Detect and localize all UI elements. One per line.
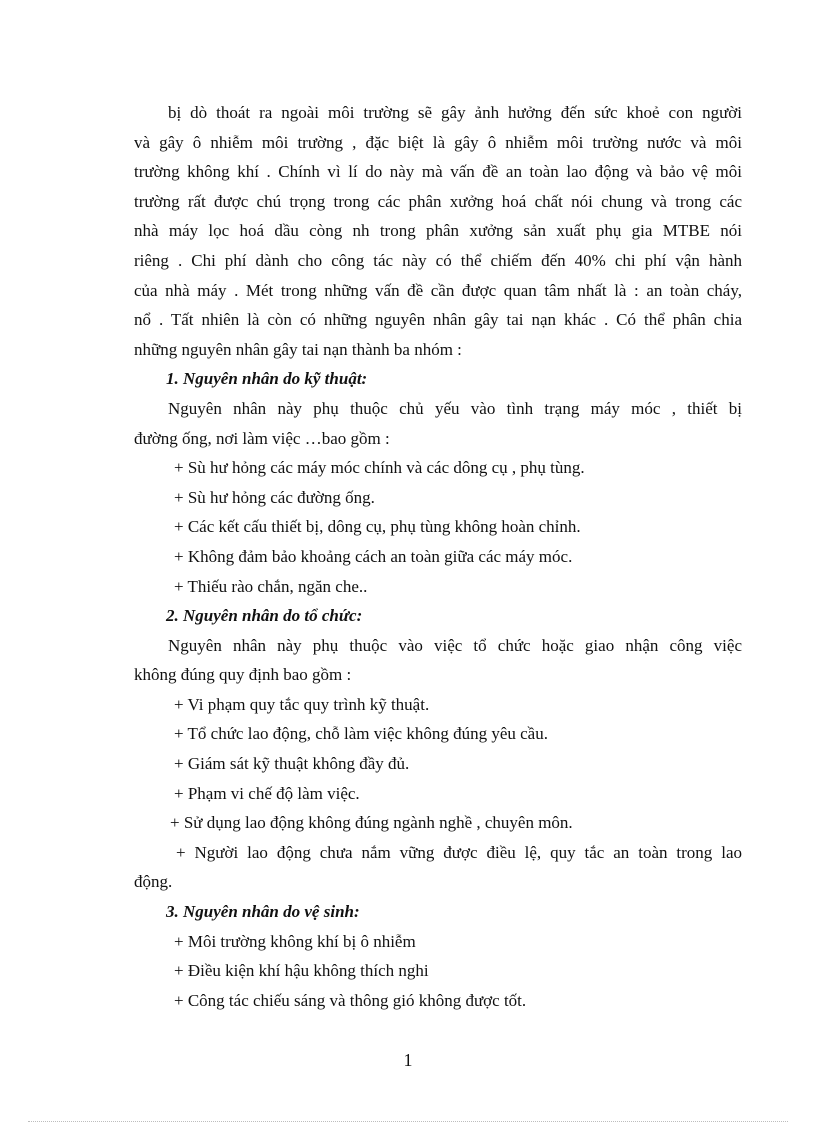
list-item: + Công tác chiếu sáng và thông gió không được tốt. — [174, 990, 527, 1010]
list-item: + Vi phạm quy tắc quy trình kỹ thuật. — [174, 694, 430, 714]
bullet-list — [134, 690, 742, 897]
list-item: + Điều kiện khí hậu không thích nghi — [174, 961, 429, 981]
text-line: trường không khí . Chính vì lí do này mà vấn đề an toàn lao động và bảo vệ môi — [134, 162, 742, 182]
text-line: đường ống, nơi làm việc …bao gồm : — [134, 428, 390, 448]
text-line: riêng . Chi phí dành cho công tác này có thể chiếm đến 40% chi phí vận hành — [134, 250, 742, 270]
list-item: + Phạm vi chế độ làm việc. — [174, 783, 360, 803]
text-line: không đúng quy định bao gồm : — [134, 665, 352, 685]
page-number: 1 — [403, 1050, 413, 1070]
section-paragraph — [134, 394, 742, 453]
text-line: trường rất được chú trọng trong các phân xưởng hoá chất nói chung và trong các — [134, 191, 742, 211]
page-content — [134, 98, 742, 1015]
list-item: + Tổ chức lao động, chỗ làm việc không đúng yêu cầu. — [174, 724, 548, 744]
list-item: + Sử dụng lao động không đúng ngành nghề , chuyên môn. — [170, 813, 573, 833]
list-item: + Thiếu rào chắn, ngăn che.. — [174, 576, 368, 596]
section-heading: 1. Nguyên nhân do kỹ thuật: — [166, 369, 368, 389]
list-item: + Không đảm bảo khoảng cách an toàn giữa các máy móc. — [174, 546, 573, 566]
list-item: + Người lao động chưa nắm vững được điều lệ, quy tắc an toàn trong lao — [176, 842, 742, 862]
text-line: bị dò thoát ra ngoài môi trường sẽ gây ảnh hưởng đến sức khoẻ con người — [168, 103, 742, 122]
list-item: + Giám sát kỹ thuật không đầy đủ. — [174, 754, 410, 774]
text-line: nổ . Tất nhiên là còn có những nguyên nhân gây tai nạn khác . Có thể phân chia — [134, 310, 742, 330]
text-line: nhà máy lọc hoá dầu còng nh trong phân xưởng sản xuất phụ gia MTBE nói — [134, 221, 742, 241]
text-line: và gây ô nhiễm môi trường , đặc biệt là gây ô nhiễm môi trường nước và môi — [134, 132, 742, 152]
section-paragraph — [134, 631, 742, 690]
list-item: + Sù hư hỏng các máy móc chính và các dông cụ , phụ tùng. — [174, 458, 585, 478]
text-line: những nguyên nhân gây tai nạn thành ba nhóm : — [134, 339, 462, 359]
bullet-list — [134, 453, 742, 601]
page-bottom-divider — [28, 1121, 788, 1122]
text-line: của nhà máy . Mét trong những vấn đề cần được quan tâm nhất là : an toàn cháy, — [134, 280, 742, 300]
list-item: + Các kết cấu thiết bị, dông cụ, phụ tùng không hoàn chỉnh. — [174, 517, 581, 537]
section-heading: 2. Nguyên nhân do tổ chức: — [166, 606, 363, 626]
bullet-list — [134, 927, 742, 1016]
section-heading: 3. Nguyên nhân do vệ sinh: — [166, 902, 360, 922]
list-item-continuation: động. — [134, 872, 173, 892]
text-line: Nguyên nhân này phụ thuộc vào việc tổ chức hoặc giao nhận công việc — [168, 635, 742, 655]
intro-paragraph — [134, 98, 742, 364]
list-item: + Môi trường không khí bị ô nhiễm — [174, 931, 416, 951]
text-line: Nguyên nhân này phụ thuộc chủ yếu vào tình trạng máy móc , thiết bị — [168, 398, 742, 418]
list-item: + Sù hư hỏng các đường ống. — [174, 487, 375, 507]
